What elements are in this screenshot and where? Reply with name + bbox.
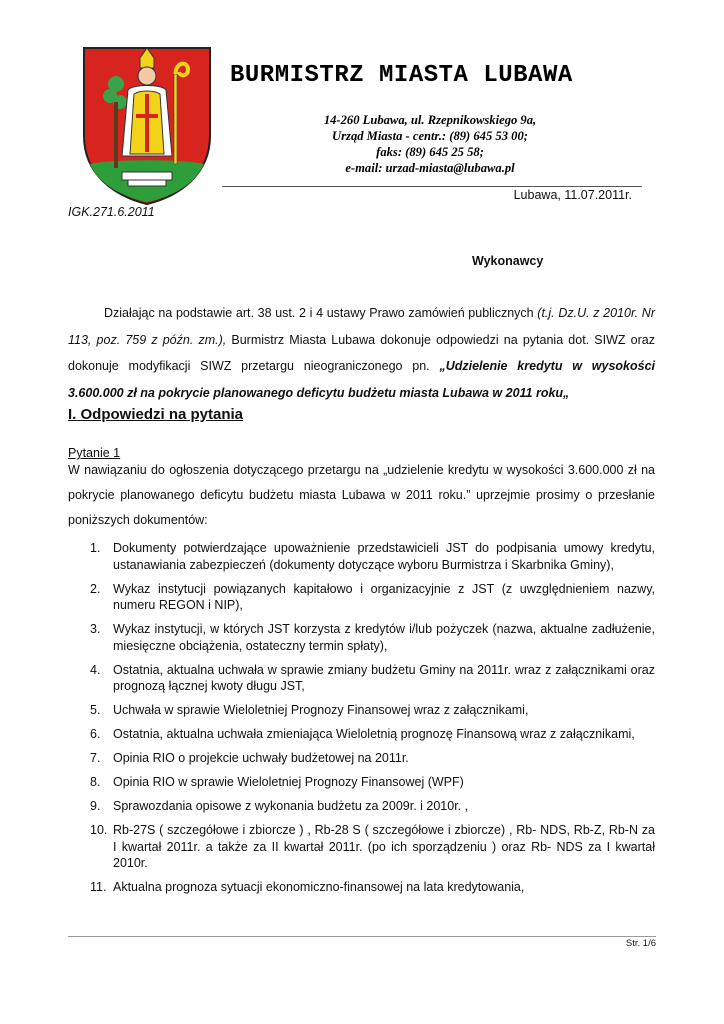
address-line: faks: (89) 645 25 58; [376,145,484,159]
list-item-text: Ostatnia, aktualna uchwała w sprawie zmiany budżetu Gminy na 2011r. wraz z załącznikami oraz prognozą łącznej kwoty długu JST, [113,662,655,693]
list-item-number: 8. [90,775,101,789]
list-item [68,822,655,872]
list-item-text: Rb-27S ( szczegółowe i zbiorcze ) , Rb-28 S ( szczegółowe i zbiorcze) , Rb- NDS, Rb-Z, Rb-N za I kwartał 2011r. a także za II kwartał 2011r. (po ich sporządzeniu ) oraz Rb- NDS za I kwartał 2010r. [113,823,655,870]
header-divider [222,186,642,187]
list-item-number: 9. [90,799,101,813]
list-item-text: Wykaz instytucji powiązanych kapitałowo i organizacyjnie z JST (z uwzględnieniem nazwy, numeru REGON i NIP), [113,581,655,612]
question-label: Pytanie 1 [68,446,121,460]
intro-paragraph [68,300,655,406]
list-item-number: 10. [90,823,108,837]
page-number: Str. 1/6 [625,938,656,949]
list-item-number: 7. [90,751,101,765]
address-line: Urząd Miasta - centr.: (89) 645 53 00; [332,129,528,143]
list-item-text: Wykaz instytucji, w których JST korzysta z kredytów i/lub pożyczek (nazwa, aktualne zadłużenie, miesięczne obciążenia, ostateczny termin spłaty), [113,622,655,653]
list-item [68,540,655,573]
reference-number: IGK.271.6.2011 [68,205,155,219]
section-heading: I. Odpowiedzi na pytania [68,406,244,423]
list-item-number: 2. [90,581,101,596]
list-item-text: Dokumenty potwierdzające upoważnienie przedstawicieli JST do podpisania umowy kredytu, ustanawiania zabezpieczeń (dokumenty dotyczące wyboru Burmistrza i Skarbnika Gminy), [113,541,655,572]
list-item-text: Sprawozdania opisowe z wykonania budżetu za 2009r. i 2010r. , [113,799,469,813]
list-item [68,662,655,695]
address-line-email: e-mail: urzad-miasta@lubawa.pl [345,161,515,175]
question-text: W nawiązaniu do ogłoszenia dotyczącego przetargu na „udzielenie kredytu w wysokości 3.600.000 zł na pokrycie planowanego deficytu budżetu miasta Lubawa w 2011 roku.” uprzejmie prosimy o przesłanie poniższych dokumentów: [68,463,655,527]
header-title: BURMISTRZ MIASTA LUBAWA [230,62,573,89]
list-item-text: Ostatnia, aktualna uchwała zmieniająca Wieloletnią prognozę Finansową wraz z załącznikami, [113,727,635,741]
list-item-number: 1. [90,541,101,555]
address-line: 14-260 Lubawa, ul. Rzepnikowskiego 9a, [323,113,537,127]
list-item [68,774,655,791]
list-item [68,702,655,719]
list-item-number: 11. [90,880,107,894]
list-item [68,798,655,815]
intro-text-continued: Burmistrz Miasta Lubawa dokonuje odpowiedzi na pytania dot. SIWZ oraz dokonuje modyfikacji SIWZ przetargu nieograniczonego pn. [68,332,655,373]
list-item [68,750,655,767]
list-item-text: Uchwała w sprawie Wieloletniej Prognozy Finansowej wraz z załącznikami, [113,703,529,717]
legal-citation: (t.j. Dz.U. z 2010r. Nr 113, poz. 759 z późn. zm.), [68,306,655,347]
list-item [68,581,655,614]
list-item-number: 3. [90,622,101,636]
list-item-text: Opinia RIO o projekcie uchwały budżetowej na 2011r. [113,751,409,765]
list-item-text: Aktualna prognoza sytuacji ekonomiczno-finansowej na lata kredytowania, [113,880,525,894]
recipients: Wykonawcy [472,254,544,268]
list-item-text: Opinia RIO w sprawie Wieloletniej Prognozy Finansowej (WPF) [113,775,464,789]
list-item-number: 5. [90,703,101,717]
tender-name: „Udzielenie kredytu w wysokości 3.600.000 zł na pokrycie planowanego deficytu budżetu miasta Lubawa w 2011 roku„ [68,359,655,400]
list-item-number: 6. [90,727,101,741]
list-item-number: 4. [90,662,101,677]
coat-of-arms-icon [80,44,214,206]
list-item [68,879,655,896]
list-item [68,726,655,743]
requested-documents-list [68,540,655,903]
footer-divider [68,936,656,937]
header-address [260,112,600,176]
document-date: Lubawa, 11.07.2011r. [513,188,632,202]
intro-text: Działając na podstawie art. 38 ust. 2 i 4 ustawy Prawo zamówień publicznych [104,306,538,320]
list-item [68,621,655,654]
